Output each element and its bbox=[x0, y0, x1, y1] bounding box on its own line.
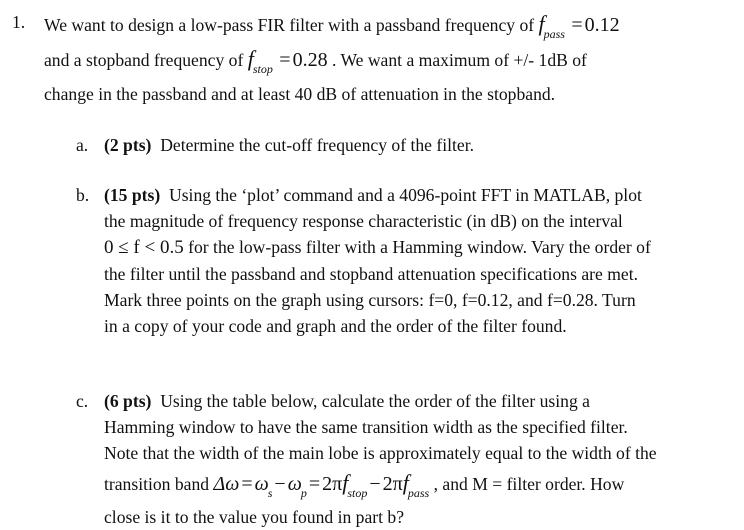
part-c-line-3: Note that the width of the main lobe is approximately equal to the width of the bbox=[104, 443, 657, 463]
f-stop-expression bbox=[247, 46, 332, 76]
intro-line-2 bbox=[44, 39, 734, 79]
intro-line1-text: We want to design a low-pass FIR filter with a passband frequency of bbox=[44, 15, 535, 35]
intro-line2-text: and a stopband frequency of bbox=[44, 50, 244, 70]
part-a-text: Determine the cut-off frequency of the filter. bbox=[160, 135, 474, 155]
part-c-line-4 bbox=[104, 466, 736, 500]
part-b-points: (15 pts) bbox=[104, 185, 161, 205]
two-pi-1: 2π bbox=[322, 473, 343, 495]
formula-eq-1: = bbox=[241, 473, 253, 495]
f-pass-expression bbox=[538, 11, 620, 41]
part-b-line-1 bbox=[104, 182, 736, 208]
formula-minus-1: − bbox=[274, 473, 286, 495]
intro-line2-after: . We want a maximum of +/- 1dB of bbox=[331, 50, 587, 70]
part-b-line-3 bbox=[104, 234, 736, 261]
f-stop-symbol: f bbox=[247, 46, 254, 71]
two-pi-2: 2π bbox=[382, 473, 403, 495]
part-c-line-2: Hamming window to have the same transition width as the specified filter. bbox=[104, 417, 628, 437]
f-pass-value: 0.12 bbox=[584, 14, 620, 36]
omega-s-subscript: s bbox=[267, 486, 273, 500]
part-b-line-5: Mark three points on the graph using cursors: f=0, f=0.12, and f=0.28. Turn bbox=[104, 290, 636, 310]
f-stop-subscript-c: stop bbox=[347, 486, 368, 500]
part-c-label: c. bbox=[76, 391, 89, 411]
intro-line-3: change in the passband and at least 40 dB of attenuation in the stopband. bbox=[44, 84, 556, 104]
f-pass-subscript: pass bbox=[543, 27, 565, 41]
f-stop-equals: = bbox=[279, 49, 291, 71]
part-a-points: (2 pts) bbox=[104, 135, 152, 155]
part-b-line-2: the magnitude of frequency response characteristic (in dB) on the interval bbox=[104, 211, 623, 231]
part-b-label: b. bbox=[76, 185, 90, 205]
f-stop-symbol-c: f bbox=[342, 470, 349, 495]
part-a-body bbox=[104, 132, 736, 158]
part-c-line1-text: Using the table below, calculate the order of the filter using a bbox=[160, 391, 590, 411]
f-pass-symbol: f bbox=[538, 11, 545, 36]
part-b-line-6: in a copy of your code and graph and the order of the filter found. bbox=[104, 316, 567, 336]
intro-line-1 bbox=[44, 9, 734, 39]
f-stop-value: 0.28 bbox=[292, 49, 328, 71]
f-pass-symbol-c: f bbox=[402, 470, 409, 495]
omega-s: ω bbox=[254, 473, 269, 495]
f-stop-subscript: stop bbox=[252, 62, 273, 76]
part-b-line3-text: for the low-pass filter with a Hamming window. Vary the order of bbox=[188, 237, 651, 257]
part-c-line4-after: , and M = filter order. How bbox=[433, 474, 625, 494]
part-c-line-5: close is it to the value you found in part b? bbox=[104, 507, 405, 527]
problem-number: 1. bbox=[12, 12, 26, 32]
part-c-body bbox=[104, 388, 736, 530]
transition-band-formula bbox=[213, 470, 433, 500]
problem-intro bbox=[44, 9, 734, 109]
f-pass-subscript-c: pass bbox=[407, 486, 430, 500]
part-c-points: (6 pts) bbox=[104, 391, 152, 411]
f-pass-equals: = bbox=[571, 14, 583, 36]
part-c-line-1 bbox=[104, 388, 736, 414]
part-b-body bbox=[104, 182, 736, 339]
part-b-line-4: the filter until the passband and stopband attenuation specifications are met. bbox=[104, 264, 639, 284]
formula-eq-2: = bbox=[308, 473, 321, 495]
formula-minus-2: − bbox=[369, 473, 381, 495]
delta-omega: Δω bbox=[213, 473, 240, 495]
interval-expression: 0 ≤ f < 0.5 bbox=[104, 237, 184, 258]
omega-p-subscript: p bbox=[300, 486, 307, 500]
part-c-line4-text: transition band bbox=[104, 474, 210, 494]
part-b-line1-text: Using the ‘plot’ command and a 4096-point FFT in MATLAB, plot bbox=[169, 185, 642, 205]
omega-p: ω bbox=[287, 473, 302, 495]
part-a-label: a. bbox=[76, 135, 89, 155]
part-a-line-1 bbox=[104, 132, 736, 158]
